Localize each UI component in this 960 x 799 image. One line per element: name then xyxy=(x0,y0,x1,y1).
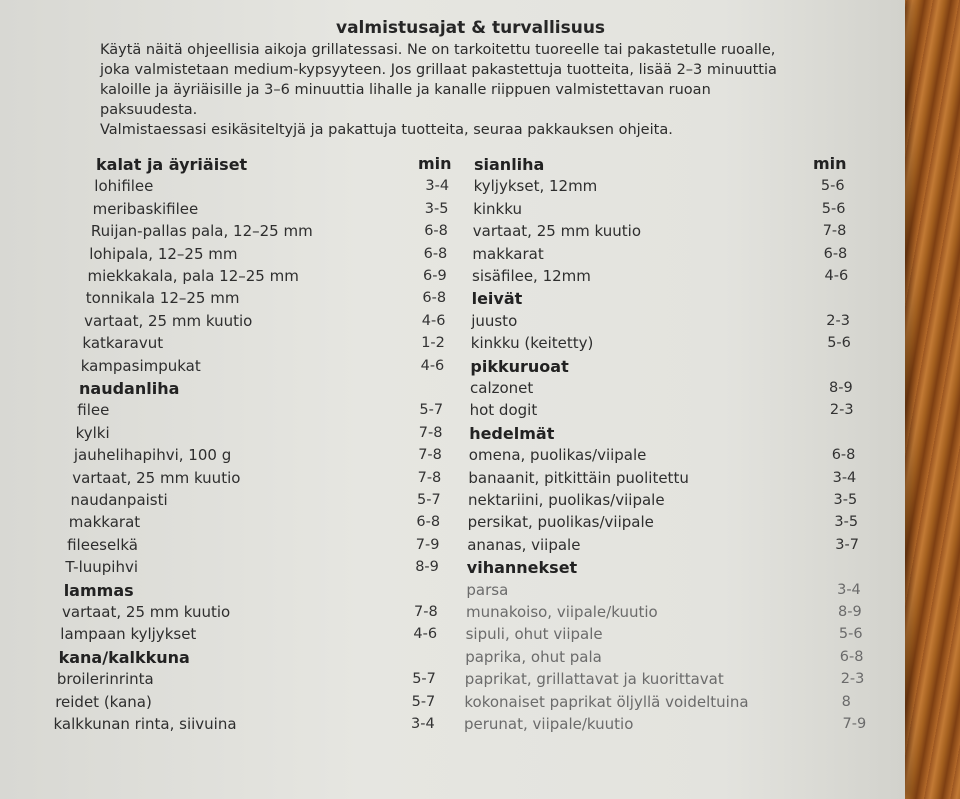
food-item-label: vartaat, 25 mm kuutio xyxy=(472,222,642,241)
food-item-label: kyljykset, 12mm xyxy=(473,177,598,196)
food-item-label: fileeselkä xyxy=(67,535,138,554)
food-item-label: lampaan kyljykset xyxy=(60,625,197,644)
intro-line: joka valmistetaan medium-kypsyyteen. Jos grillaat pakastettuja tuotteita, lisää 2–3 minuuttia xyxy=(100,62,777,78)
cook-time-minutes: 5-6 xyxy=(827,335,851,352)
left-min-header: min xyxy=(418,154,452,173)
food-item-label: lohipala, 12–25 mm xyxy=(89,244,238,263)
cook-time-minutes: 5-7 xyxy=(419,402,444,419)
food-item-label: ananas, viipale xyxy=(467,535,581,554)
food-item-label: makkarat xyxy=(472,244,544,263)
cook-time-minutes: 5-6 xyxy=(820,178,845,195)
cook-time-minutes: 6-9 xyxy=(423,268,447,284)
cook-time-minutes: 5-6 xyxy=(838,626,863,643)
cook-time-minutes: 6-8 xyxy=(424,223,448,240)
food-item-label: kalkkunan rinta, siivuina xyxy=(53,715,237,733)
section-header: naudanliha xyxy=(79,379,180,398)
cook-time-minutes: 7-9 xyxy=(415,536,440,553)
cook-time-minutes: 3-5 xyxy=(833,492,858,508)
cook-time-minutes: 1-2 xyxy=(421,335,445,352)
cook-time-minutes: 6-8 xyxy=(416,514,441,531)
cook-time-minutes: 5-7 xyxy=(411,693,436,710)
cook-time-minutes: 7-8 xyxy=(822,223,847,240)
cook-time-minutes: 5-6 xyxy=(821,200,846,217)
cook-time-minutes: 7-8 xyxy=(418,447,442,464)
cook-time-minutes: 6-8 xyxy=(423,245,448,262)
food-item-label: filee xyxy=(77,401,110,420)
cook-time-minutes: 7-8 xyxy=(417,469,442,486)
food-item-label: kampasimpukat xyxy=(80,356,201,375)
food-item-label: tonnikala 12–25 mm xyxy=(85,289,240,308)
cook-time-minutes: 3-7 xyxy=(835,536,859,553)
food-item-label: juusto xyxy=(471,311,518,330)
cook-time-minutes: 3-5 xyxy=(834,514,859,531)
section-header: kalat ja äyriäiset xyxy=(96,155,248,174)
section-header: lammas xyxy=(63,580,134,600)
food-item-label: nektariini, puolikas/viipale xyxy=(468,491,665,509)
cook-time-minutes: 2-3 xyxy=(829,402,854,419)
food-item-label: paprika, ohut pala xyxy=(465,647,602,666)
cook-time-minutes: 5-7 xyxy=(417,492,441,508)
food-item-label: hot dogit xyxy=(469,401,538,420)
intro-line: Valmistaessasi esikäsiteltyjä ja pakattuja tuotteita, seuraa pakkauksen ohjeita. xyxy=(100,122,673,138)
food-item-label: munakoiso, viipale/kuutio xyxy=(466,603,658,621)
cook-time-minutes: 8-9 xyxy=(838,604,862,620)
food-item-label: perunat, viipale/kuutio xyxy=(464,715,634,733)
cook-time-minutes: 6-8 xyxy=(839,648,864,665)
food-item-label: jauhelihapihvi, 100 g xyxy=(73,446,232,465)
food-item-label: miekkakala, pala 12–25 mm xyxy=(87,267,299,285)
cook-time-minutes: 8-9 xyxy=(415,559,439,576)
page-title: valmistusajat & turvallisuus xyxy=(336,18,606,38)
food-item-label: kylki xyxy=(75,423,110,442)
section-header: kana/kalkkuna xyxy=(58,647,190,667)
food-item-label: reidet (kana) xyxy=(55,692,152,711)
food-item-label: banaanit, pitkittäin puolitettu xyxy=(468,468,689,487)
food-item-label: paprikat, grillattavat ja kuorittavat xyxy=(464,670,724,689)
section-header: pikkuruoat xyxy=(470,356,569,376)
cook-time-minutes: 6-8 xyxy=(831,447,856,464)
cook-time-minutes: 8-9 xyxy=(829,380,853,396)
food-item-label: naudanpaisti xyxy=(70,491,168,509)
food-item-label: sipuli, ohut viipale xyxy=(465,625,603,644)
food-item-label: sisäfilee, 12mm xyxy=(472,267,591,285)
cook-time-minutes: 6-8 xyxy=(422,290,447,307)
cook-time-minutes: 4-6 xyxy=(824,268,849,284)
food-item-label: lohifilee xyxy=(94,177,154,196)
cook-time-minutes: 6-8 xyxy=(823,245,848,262)
food-item-label: calzonet xyxy=(470,379,534,397)
food-item-label: Ruijan-pallas pala, 12–25 mm xyxy=(90,222,313,241)
cook-time-minutes: 2-3 xyxy=(826,312,850,329)
food-item-label: makkarat xyxy=(68,513,141,532)
food-item-label: persikat, puolikas/viipale xyxy=(467,513,654,532)
food-item-label: vartaat, 25 mm kuutio xyxy=(84,311,253,330)
section-header: leivät xyxy=(471,289,523,309)
food-item-label: kinkku xyxy=(473,199,522,218)
cook-time-minutes: 3-4 xyxy=(832,469,857,486)
food-item-label: vartaat, 25 mm kuutio xyxy=(62,603,231,621)
cook-time-minutes: 3-4 xyxy=(411,716,435,732)
cook-time-minutes: 4-6 xyxy=(413,626,438,643)
cook-time-minutes: 7-8 xyxy=(414,604,438,620)
food-item-label: omena, puolikas/viipale xyxy=(468,446,647,465)
food-item-label: meribaskifilee xyxy=(92,199,199,218)
food-item-label: katkaravut xyxy=(82,334,164,353)
cook-time-minutes: 8 xyxy=(841,693,851,710)
food-item-label: vartaat, 25 mm kuutio xyxy=(72,468,241,487)
food-item-label: kinkku (keitetty) xyxy=(470,334,594,353)
cook-time-minutes: 5-7 xyxy=(412,671,436,688)
cook-time-minutes: 4-6 xyxy=(421,312,446,329)
food-item-label: kokonaiset paprikat öljyllä voideltuina xyxy=(464,692,749,711)
cook-time-minutes: 3-5 xyxy=(424,200,449,217)
section-header: sianliha xyxy=(474,155,545,174)
cook-time-minutes: 7-8 xyxy=(418,424,443,441)
cook-time-minutes: 3-4 xyxy=(425,178,450,195)
intro-paragraph xyxy=(100,40,840,140)
cook-time-minutes: 2-3 xyxy=(840,671,865,688)
intro-line: kaloille ja äyriäisille ja 3–6 minuuttia lihalle ja kanalle riippuen valmistettavan ruoan xyxy=(100,82,711,98)
cook-time-minutes: 3-4 xyxy=(837,581,861,598)
right-min-header: min xyxy=(813,154,847,173)
cook-time-minutes: 4-6 xyxy=(420,357,445,374)
cook-time-minutes: 7-9 xyxy=(842,716,867,732)
section-header: hedelmät xyxy=(469,423,555,443)
intro-line: paksuudesta. xyxy=(100,102,198,118)
food-item-label: T-luupihvi xyxy=(65,558,139,577)
food-item-label: parsa xyxy=(466,580,509,599)
food-item-label: broilerinrinta xyxy=(56,670,154,689)
intro-line: Käytä näitä ohjeellisia aikoja grillatessasi. Ne on tarkoitettu tuoreelle tai pakastetulle ruoalle, xyxy=(100,42,776,58)
section-header: vihannekset xyxy=(466,558,578,578)
